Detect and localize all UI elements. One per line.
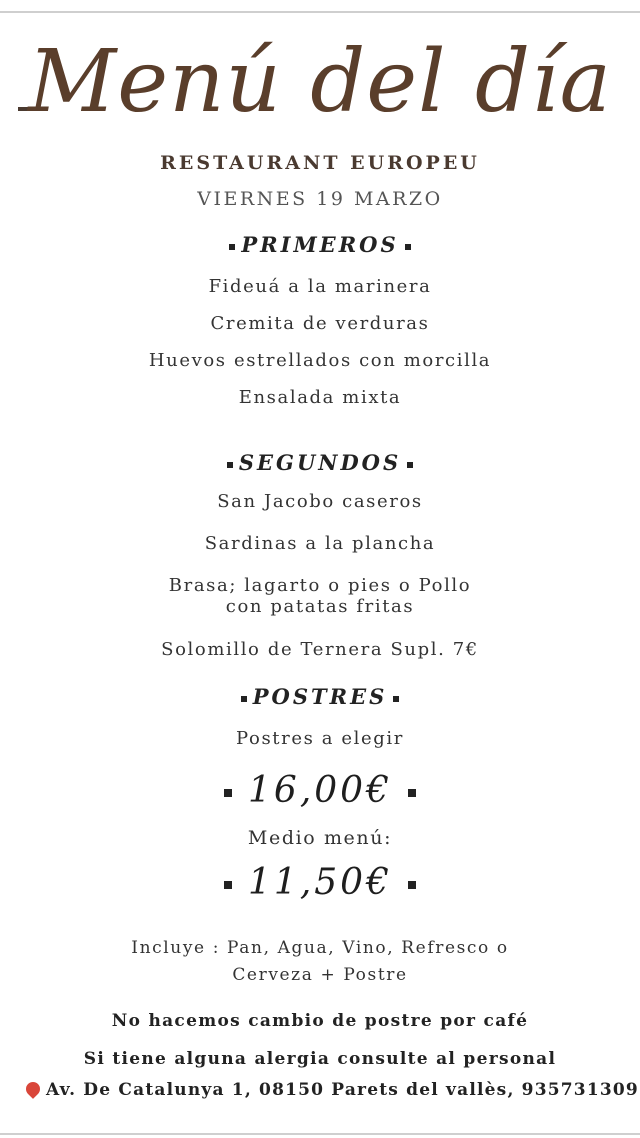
bullet-square-icon [224,881,232,889]
menu-date: VIERNES 19 MARZO [197,188,443,210]
restaurant-address [26,1080,640,1100]
dish-item: Postres a elegir [236,728,404,749]
bullet-square-icon [224,789,232,797]
dish-item: Huevos estrellados con morcilla [148,350,492,371]
dish-item: con patatas fritas [225,596,415,617]
dish-item: San Jacobo caseros [217,491,423,512]
bottom-border [0,1133,640,1135]
dish-item: Cremita de verduras [210,313,430,334]
bullet-square-icon [405,244,411,250]
dish-item: Brasa; lagarto o pies o Pollo [168,575,472,596]
dish-item: Sardinas a la plancha [204,533,436,554]
allergy-note: Si tiene alguna alergia consulte al personal [83,1049,557,1069]
includes-line-2: Cerveza + Postre [232,965,408,985]
restaurant-name: RESTAURANT EUROPEU [160,152,480,174]
bullet-square-icon [241,696,247,702]
bullet-square-icon [227,462,233,468]
menu-title: Menú del día [28,32,612,132]
bullet-square-icon [408,881,416,889]
map-pin-icon [23,1079,43,1099]
full-menu-price [0,770,640,811]
half-menu-price [0,862,640,903]
bullet-square-icon [229,244,235,250]
bullet-square-icon [393,696,399,702]
dish-item: Ensalada mixta [238,387,402,408]
includes-line-1: Incluye : Pan, Agua, Vino, Refresco o [131,938,509,958]
section-title: POSTRES [252,684,388,709]
half-menu-label: Medio menú: [247,827,393,849]
section-postres [0,684,640,709]
bullet-square-icon [408,789,416,797]
top-border [0,11,640,13]
bullet-square-icon [407,462,413,468]
price-value: 11,50€ [248,862,392,903]
section-segundos [0,450,640,475]
section-title: SEGUNDOS [238,450,402,475]
dish-item: Solomillo de Ternera Supl. 7€ [161,639,479,660]
address-text: Av. De Catalunya 1, 08150 Parets del vallès, 935731309 [46,1080,639,1100]
no-change-note: No hacemos cambio de postre por café [111,1011,529,1031]
price-value: 16,00€ [248,770,392,811]
section-title: PRIMEROS [241,232,399,257]
dish-item: Fideuá a la marinera [208,276,432,297]
section-primeros [0,232,640,257]
